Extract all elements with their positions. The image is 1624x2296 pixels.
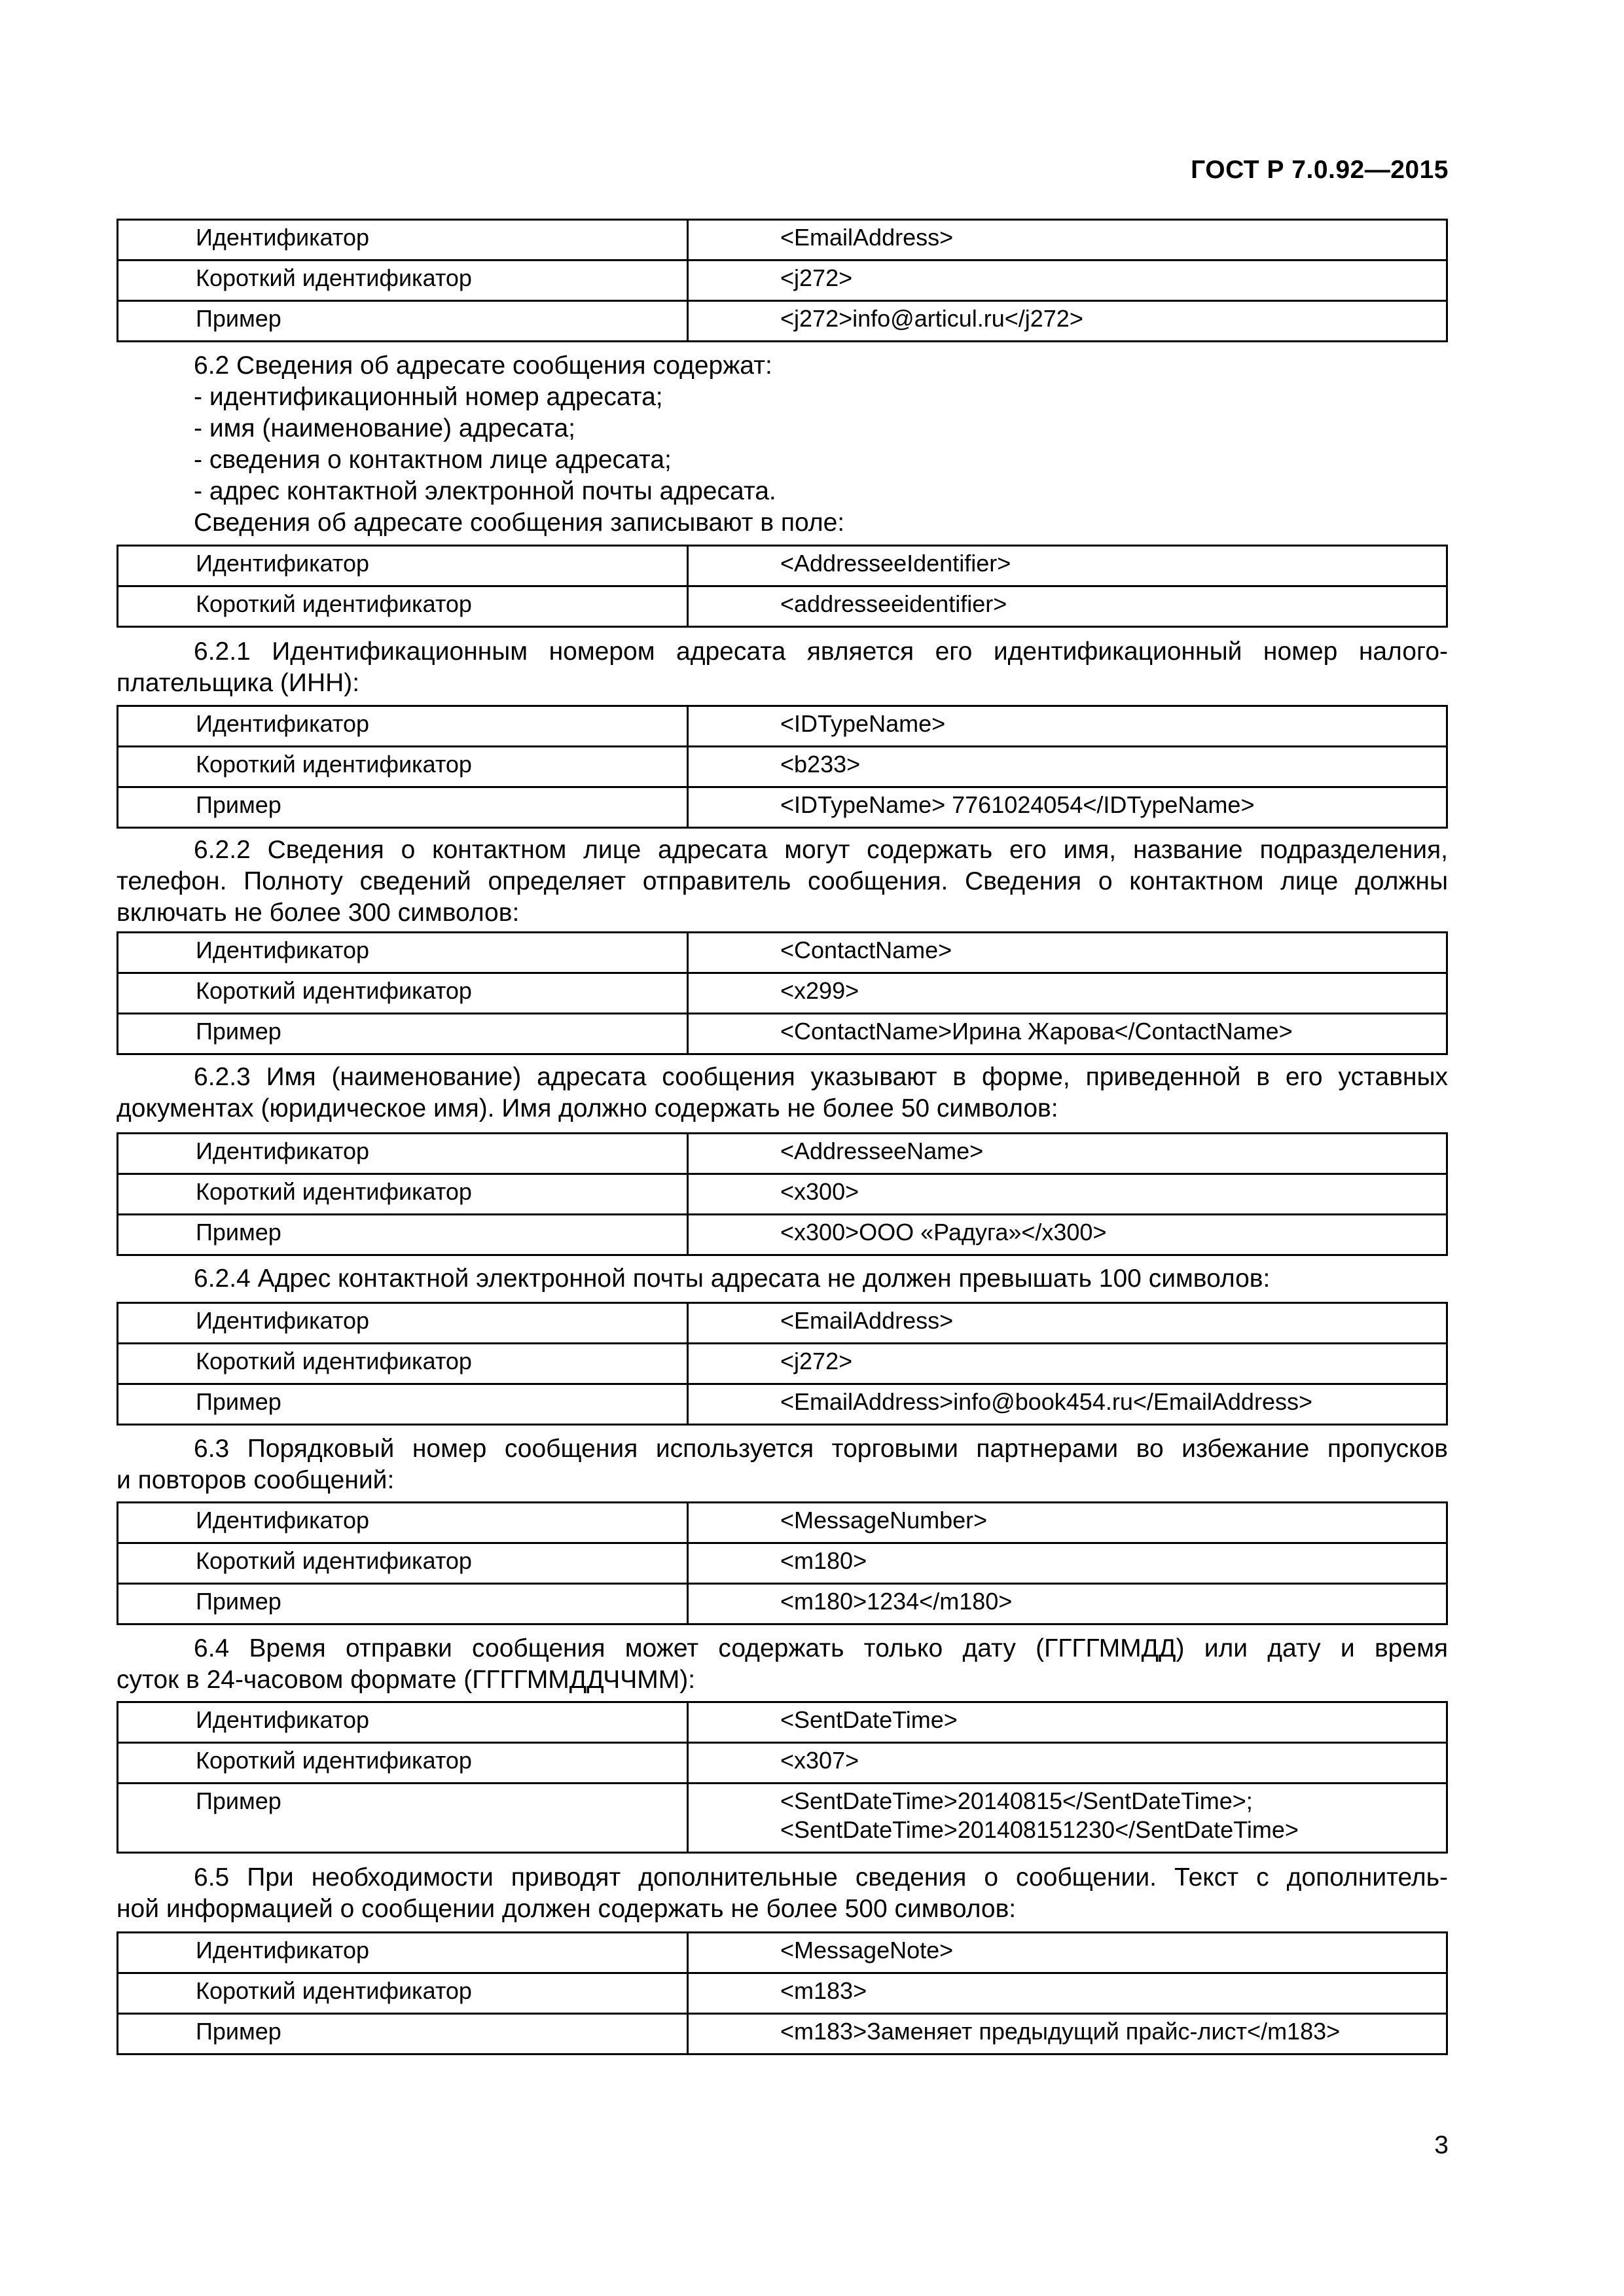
section-intro: 6.2 Сведения об адресате сообщения содержат: [194, 351, 772, 380]
text-line: документах (юридическое имя). Имя должно содержать не более 50 символов: [117, 1094, 1058, 1122]
table-row [118, 1174, 1447, 1215]
table-row [118, 260, 1447, 301]
table-row [118, 1543, 1447, 1584]
table-row [118, 787, 1447, 828]
row-value: <EmailAddress> [780, 1307, 954, 1334]
row-label: Короткий идентификатор [196, 590, 472, 617]
text-line: 6.2.2 Сведения о контактном лице адресата могут содержать его имя, название подразделения, [194, 836, 1448, 864]
row-label: Пример [196, 1219, 281, 1246]
row-label: Короткий идентификатор [196, 977, 472, 1004]
table-row [118, 706, 1447, 747]
row-value: <ContactName> [780, 937, 952, 963]
row-value: <m183> [780, 1977, 867, 2004]
table-message-number [117, 1501, 1448, 1625]
row-value: <AddresseeName> [780, 1138, 984, 1164]
row-label: Идентификатор [196, 224, 370, 251]
row-value: <EmailAddress>info@book454.ru</EmailAddress> [780, 1388, 1312, 1415]
row-value: <SentDateTime> [780, 1706, 958, 1733]
document-header: ГОСТ Р 7.0.92—2015 [1191, 156, 1449, 184]
row-value: <ContactName>Ирина Жарова</ContactName> [780, 1018, 1293, 1045]
text-line: 6.2.4 Адрес контактной электронной почты адресата не должен превышать 100 символов: [194, 1265, 1271, 1293]
row-label: Идентификатор [196, 1937, 370, 1964]
table-row [118, 1702, 1447, 1743]
paragraph-6-5 [117, 1862, 1448, 1925]
table-row [118, 1973, 1447, 2014]
table-row [118, 1344, 1447, 1384]
table-row [118, 1215, 1447, 1255]
row-label: Короткий идентификатор [196, 1178, 472, 1205]
table-contact [117, 931, 1448, 1055]
row-value: <m180>1234</m180> [780, 1588, 1013, 1615]
row-value: <j272>info@articul.ru</j272> [780, 305, 1083, 332]
table-row [118, 747, 1447, 787]
paragraph-6-2-4 [117, 1263, 1448, 1295]
row-label: Идентификатор [196, 1706, 370, 1733]
row-label: Короткий идентификатор [196, 1977, 472, 2004]
paragraph-6-3 [117, 1433, 1448, 1496]
table-row [118, 1303, 1447, 1344]
table-row [118, 973, 1447, 1014]
row-label: Короткий идентификатор [196, 264, 472, 291]
table-row [118, 1743, 1447, 1784]
row-label: Идентификатор [196, 937, 370, 963]
row-label: Пример [196, 1018, 281, 1045]
row-value: <AddresseeIdentifier> [780, 550, 1011, 577]
list-item: - адрес контактной электронной почты адресата. [194, 477, 776, 505]
text-line: суток в 24-часовом формате (ГГГГММДДЧЧММ): [117, 1666, 696, 1694]
row-value: <j272> [780, 264, 853, 291]
table-row [118, 1014, 1447, 1054]
row-value: <IDTypeName> 7761024054</IDTypeName> [780, 791, 1255, 818]
paragraph-6-2-3 [117, 1062, 1448, 1124]
row-value: <m180> [780, 1547, 867, 1574]
table-row [118, 933, 1447, 973]
table-row [118, 220, 1447, 260]
table-row [118, 1503, 1447, 1543]
table-row [118, 1134, 1447, 1174]
paragraph-6-2-1 [117, 636, 1448, 699]
row-label: Идентификатор [196, 1507, 370, 1534]
row-label: Пример [196, 1588, 281, 1615]
list-item: - имя (наименование) адресата; [194, 414, 576, 442]
text-line: и повторов сообщений: [117, 1466, 395, 1494]
text-line: плательщика (ИНН): [117, 669, 360, 697]
row-value: <SentDateTime>20140815</SentDateTime>; [780, 1787, 1253, 1814]
row-label: Пример [196, 791, 281, 818]
text-line: 6.5 При необходимости приводят дополнительные сведения о сообщении. Текст с дополнитель- [194, 1863, 1448, 1892]
table-row [118, 2014, 1447, 2054]
row-label: Пример [196, 305, 281, 332]
table-row [118, 1784, 1447, 1853]
table-row [118, 586, 1447, 627]
table-row [118, 301, 1447, 342]
text-line: 6.4 Время отправки сообщения может содержать только дату (ГГГГММДД) или дату и время [194, 1634, 1448, 1662]
row-label: Короткий идентификатор [196, 1547, 472, 1574]
row-value: <x300>ООО «Радуга»</x300> [780, 1219, 1107, 1246]
table-idtype [117, 705, 1448, 829]
row-value: <IDTypeName> [780, 710, 946, 737]
table-row [118, 1384, 1447, 1425]
row-label: Короткий идентификатор [196, 1348, 472, 1374]
row-label: Пример [196, 2018, 281, 2045]
row-value: <EmailAddress> [780, 224, 954, 251]
table-email [117, 1302, 1448, 1426]
section-6-2 [117, 350, 1448, 539]
row-value: <m183>Заменяет предыдущий прайс-лист</m183> [780, 2018, 1341, 2045]
row-value: <x307> [780, 1747, 859, 1774]
row-value: <x300> [780, 1178, 859, 1205]
text-line: телефон. Полноту сведений определяет отправитель сообщения. Сведения о контактном лице должны [117, 867, 1448, 895]
row-value: <x299> [780, 977, 859, 1004]
table-row [118, 1584, 1447, 1624]
table-addressee-name [117, 1132, 1448, 1256]
row-value: <SentDateTime>201408151230</SentDateTime> [780, 1816, 1299, 1843]
table-sent-date-time [117, 1701, 1448, 1854]
table-message-note [117, 1931, 1448, 2055]
row-label: Пример [196, 1388, 281, 1415]
row-value: <b233> [780, 751, 861, 778]
row-label: Идентификатор [196, 1138, 370, 1164]
text-line: ной информацией о сообщении должен содержать не более 500 символов: [117, 1895, 1017, 1923]
page-number: 3 [1434, 2131, 1449, 2159]
table-row [118, 546, 1447, 586]
paragraph-6-4 [117, 1633, 1448, 1696]
paragraph-6-2-2 [117, 834, 1448, 929]
text-line: включать не более 300 символов: [117, 899, 520, 927]
row-label: Короткий идентификатор [196, 751, 472, 778]
row-value: <MessageNote> [780, 1937, 954, 1964]
list-item: - сведения о контактном лице адресата; [194, 446, 672, 474]
table-addressee-identifier [117, 545, 1448, 628]
section-outro: Сведения об адресате сообщения записывают в поле: [194, 509, 845, 537]
text-line: 6.3 Порядковый номер сообщения используется торговыми партнерами во избежание пропусков [194, 1435, 1448, 1463]
row-label: Идентификатор [196, 1307, 370, 1334]
row-value: <j272> [780, 1348, 853, 1374]
row-label: Короткий идентификатор [196, 1747, 472, 1774]
row-label: Пример [196, 1787, 281, 1814]
table-row [118, 1933, 1447, 1973]
row-label: Идентификатор [196, 710, 370, 737]
row-value: <MessageNumber> [780, 1507, 988, 1534]
row-label: Идентификатор [196, 550, 370, 577]
table-email-top [117, 219, 1448, 342]
row-value: <addresseeidentifier> [780, 590, 1007, 617]
text-line: 6.2.3 Имя (наименование) адресата сообщения указывают в форме, приведенной в его уставных [194, 1063, 1448, 1091]
list-item: - идентификационный номер адресата; [194, 383, 663, 411]
text-line: 6.2.1 Идентификационным номером адресата является его идентификационный номер налого- [194, 637, 1448, 666]
